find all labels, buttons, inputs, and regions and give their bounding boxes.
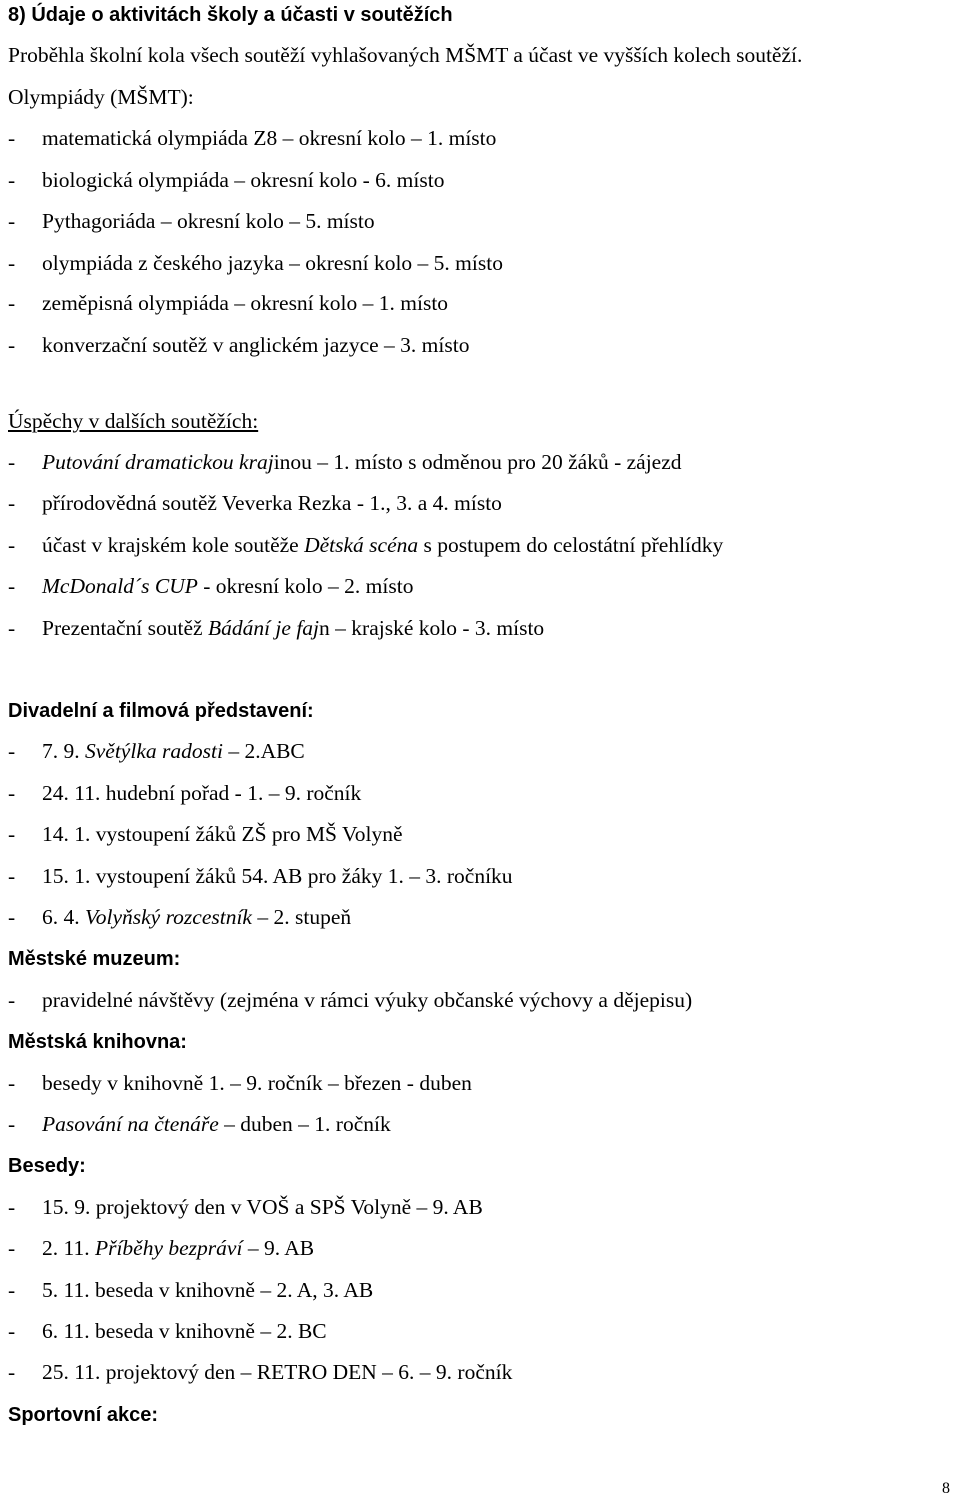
intro-text: Proběhla školní kola všech soutěží vyhlašovaných MŠMT a účast ve vyšších kolech soutěží.	[8, 43, 803, 67]
list-item: - 6. 4. Volyňský rozcestník – 2. stupeň	[8, 905, 352, 929]
list-item: - 24. 11. hudební pořad - 1. – 9. ročník	[8, 781, 362, 805]
list-item: - Pasování na čtenáře – duben – 1. ročník	[8, 1112, 391, 1136]
list-item: - zeměpisná olympiáda – okresní kolo – 1. místo	[8, 291, 449, 315]
divadelni-heading: Divadelní a filmová představení:	[8, 700, 314, 722]
list-item: - 5. 11. beseda v knihovně – 2. A, 3. AB	[8, 1278, 374, 1302]
list-item: - Pythagoriáda – okresní kolo – 5. místo	[8, 209, 375, 233]
uspechy-heading: Úspěchy v dalších soutěžích:	[8, 409, 259, 433]
list-item: - 14. 1. vystoupení žáků ZŠ pro MŠ Volyně	[8, 822, 403, 846]
knihovna-heading: Městská knihovna:	[8, 1031, 187, 1053]
list-item: - matematická olympiáda Z8 – okresní kolo – 1. místo	[8, 126, 497, 150]
list-item: - McDonald´s CUP - okresní kolo – 2. místo	[8, 574, 414, 598]
list-item: - olympiáda z českého jazyka – okresní kolo – 5. místo	[8, 251, 503, 275]
olympiady-heading: Olympiády (MŠMT):	[8, 85, 194, 109]
list-item: - besedy v knihovně 1. – 9. ročník – březen - duben	[8, 1071, 472, 1095]
sportovni-heading: Sportovní akce:	[8, 1404, 159, 1426]
list-item: - Putování dramatickou krajinou – 1. místo s odměnou pro 20 žáků - zájezd	[8, 450, 682, 474]
list-item: - Prezentační soutěž Bádání je fajn – krajské kolo - 3. místo	[8, 616, 545, 640]
list-item: - účast v krajském kole soutěže Dětská scéna s postupem do celostátní přehlídky	[8, 533, 724, 557]
list-item: - přírodovědná soutěž Veverka Rezka - 1., 3. a 4. místo	[8, 491, 502, 515]
muzeum-heading: Městské muzeum:	[8, 948, 181, 970]
list-item: - 2. 11. Příběhy bezpráví – 9. AB	[8, 1236, 315, 1260]
list-item: - konverzační soutěž v anglickém jazyce – 3. místo	[8, 333, 470, 357]
page-number: 8	[942, 1480, 950, 1497]
list-item: - 15. 9. projektový den v VOŠ a SPŠ Volyně – 9. AB	[8, 1195, 483, 1219]
list-item: - biologická olympiáda – okresní kolo - 6. místo	[8, 168, 445, 192]
besedy-heading: Besedy:	[8, 1155, 86, 1177]
list-item: - pravidelné návštěvy (zejména v rámci výuky občanské výchovy a dějepisu)	[8, 988, 693, 1012]
list-item: - 15. 1. vystoupení žáků 54. AB pro žáky 1. – 3. ročníku	[8, 864, 513, 888]
section-title: 8) Údaje o aktivitách školy a účasti v soutěžích	[8, 4, 453, 26]
list-item: - 25. 11. projektový den – RETRO DEN – 6. – 9. ročník	[8, 1360, 513, 1384]
list-item: - 6. 11. beseda v knihovně – 2. BC	[8, 1319, 327, 1343]
list-item: - 7. 9. Světýlka radosti – 2.ABC	[8, 739, 305, 763]
